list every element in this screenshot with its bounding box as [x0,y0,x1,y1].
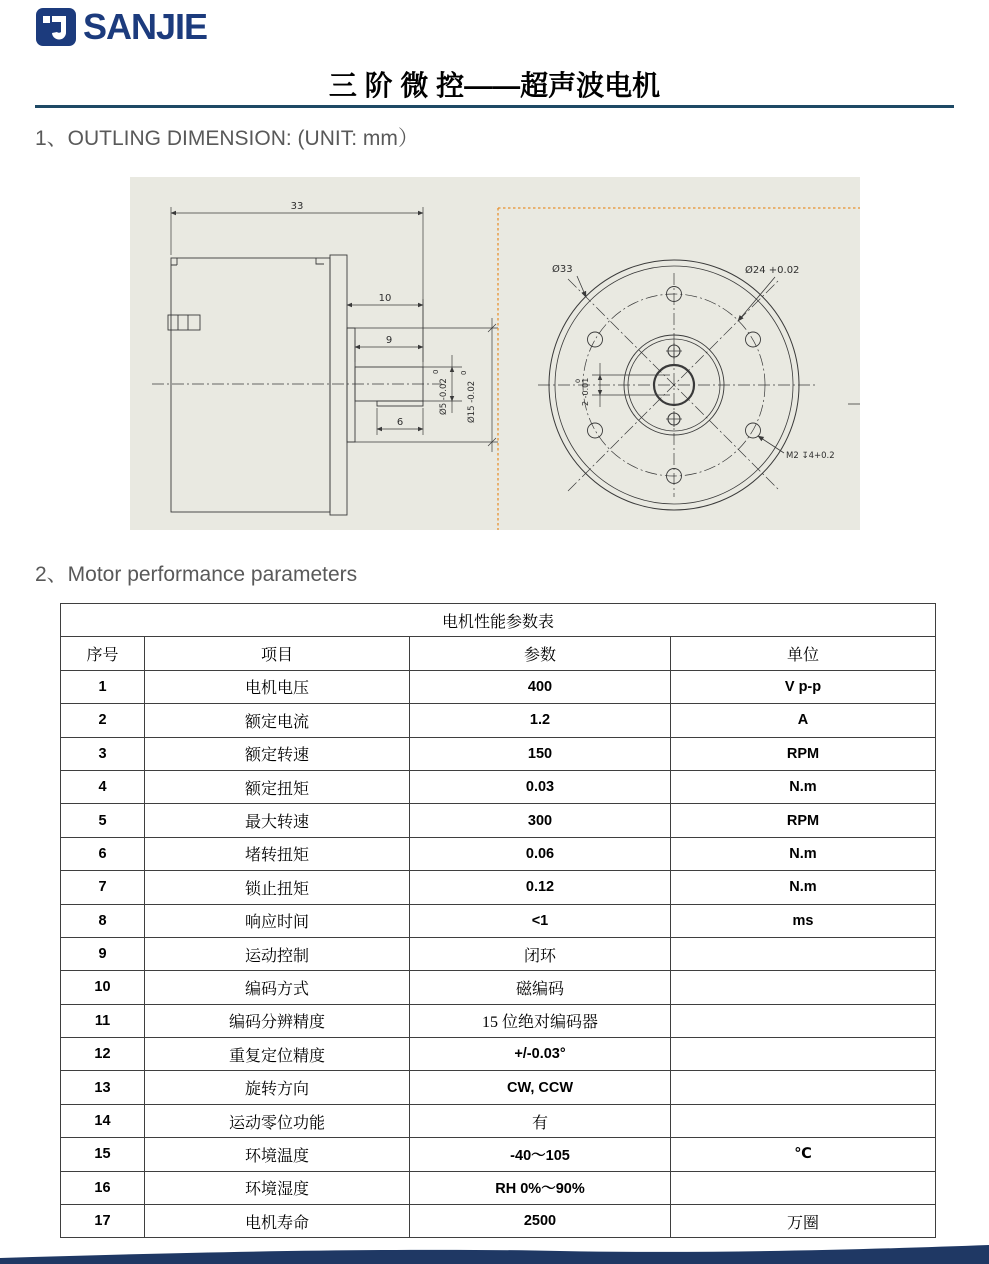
table-cell: N.m [671,837,936,870]
table-cell: 0.06 [410,837,671,870]
table-cell [671,1104,936,1137]
company-logo [35,7,207,47]
table-cell: 2500 [410,1205,671,1238]
table-row [61,1004,936,1037]
table-cell: ms [671,904,936,937]
table-cell [671,1071,936,1104]
column-header: 序号 [61,637,145,670]
table-cell: N.m [671,871,936,904]
table-cell: 300 [410,804,671,837]
table-cell: N.m [671,770,936,803]
table-cell: <1 [410,904,671,937]
table-cell: 9 [61,937,145,970]
dim-hub-dia: Ø15 -0.02 [467,380,477,423]
table-cell: 闭环 [410,937,671,970]
section-2-heading: 2、Motor performance parameters [35,563,358,586]
table-cell: 响应时间 [145,904,410,937]
column-header: 项目 [145,637,410,670]
table-cell: 6 [61,837,145,870]
label-slot-upper: 0 [574,378,582,383]
table-cell: RPM [671,804,936,837]
table-row [61,704,936,737]
dim-6: 6 [396,417,404,428]
table-row [61,1038,936,1071]
dim-9: 9 [385,335,393,346]
table-cell: 编码方式 [145,971,410,1004]
table-cell: 150 [410,737,671,770]
table-cell: 14 [61,1104,145,1137]
table-row [61,1171,936,1204]
label-slot: 2 -0.01 [581,377,590,406]
table-cell: 0.03 [410,770,671,803]
page-title: 三 阶 微 控——超声波电机 [328,70,661,101]
table-cell: 11 [61,1004,145,1037]
table-cell: 13 [61,1071,145,1104]
table-cell [671,1004,936,1037]
table-cell: 额定扭矩 [145,770,410,803]
table-cell: 0.12 [410,871,671,904]
dim-10: 10 [378,293,392,304]
table-cell: 1 [61,670,145,703]
sanjie-logo-icon [35,7,77,47]
table-cell: 运动零位功能 [145,1104,410,1137]
table-header-row [61,637,936,670]
parameters-table-wrap [60,603,936,1238]
table-cell: 2 [61,704,145,737]
table-cell: CW, CCW [410,1071,671,1104]
table-row [61,937,936,970]
table-cell: RH 0%～90% [410,1171,671,1204]
table-cell: 17 [61,1205,145,1238]
table-cell: 8 [61,904,145,937]
table-row [61,871,936,904]
table-row [61,1205,936,1238]
outline-drawing-svg [130,177,860,530]
table-row [61,837,936,870]
table-cell: 运动控制 [145,937,410,970]
table-cell: 万圈 [671,1205,936,1238]
table-cell: 编码分辨精度 [145,1004,410,1037]
dimension-drawing [130,177,860,530]
table-cell: 3 [61,737,145,770]
table-cell: 环境温度 [145,1138,410,1171]
label-outer-dia: Ø33 [552,264,573,275]
table-cell: RPM [671,737,936,770]
table-cell: 1.2 [410,704,671,737]
table-cell: A [671,704,936,737]
table-cell: 电机寿命 [145,1205,410,1238]
front-centerlines [538,273,818,497]
table-cell: 15 位绝对编码器 [410,1004,671,1037]
table-row [61,971,936,1004]
table-cell: 4 [61,770,145,803]
table-cell: 额定转速 [145,737,410,770]
table-cell: 15 [61,1138,145,1171]
table-title-row [61,604,936,637]
table-row [61,737,936,770]
table-cell: 16 [61,1171,145,1204]
table-cell: 电机电压 [145,670,410,703]
table-cell [671,1171,936,1204]
table-cell [671,1038,936,1071]
table-cell: V p-p [671,670,936,703]
label-thread: M2 ↧4+0.2 [786,451,835,461]
table-cell: 锁止扭矩 [145,871,410,904]
table-cell: 有 [410,1104,671,1137]
table-cell: 400 [410,670,671,703]
dim-shaft-upper: 0 [432,369,440,374]
table-cell: -40～105 [410,1138,671,1171]
parameters-table [60,603,936,1238]
table-row [61,1138,936,1171]
table-row [61,1104,936,1137]
table-cell: 旋转方向 [145,1071,410,1104]
table-cell: 10 [61,971,145,1004]
table-title: 电机性能参数表 [61,604,936,637]
table-cell [671,937,936,970]
label-bolt-circle: Ø24 +0.02 [745,265,800,276]
table-row [61,904,936,937]
table-row [61,670,936,703]
table-cell: 最大转速 [145,804,410,837]
table-cell: 5 [61,804,145,837]
table-cell: 磁编码 [410,971,671,1004]
title-divider [35,105,954,108]
table-cell: 重复定位精度 [145,1038,410,1071]
logo-text: SANJIE [83,6,208,47]
table-cell [671,971,936,1004]
table-cell: 环境湿度 [145,1171,410,1204]
dim-hub-upper: 0 [460,370,468,375]
table-row [61,770,936,803]
table-row [61,1071,936,1104]
table-cell: +/-0.03° [410,1038,671,1071]
dim-shaft-dia: Ø5 -0.02 [439,378,449,415]
footer-swoosh [0,1242,989,1264]
table-cell: 7 [61,871,145,904]
section-1-heading: 1、OUTLING DIMENSION: (UNIT: mm） [35,127,419,150]
leaders [577,276,784,453]
column-header: 参数 [410,637,671,670]
column-header: 单位 [671,637,936,670]
dim-33: 33 [290,201,304,212]
table-cell: 额定电流 [145,704,410,737]
table-row [61,804,936,837]
table-cell: 堵转扭矩 [145,837,410,870]
table-cell: 12 [61,1038,145,1071]
table-cell: ℃ [671,1138,936,1171]
